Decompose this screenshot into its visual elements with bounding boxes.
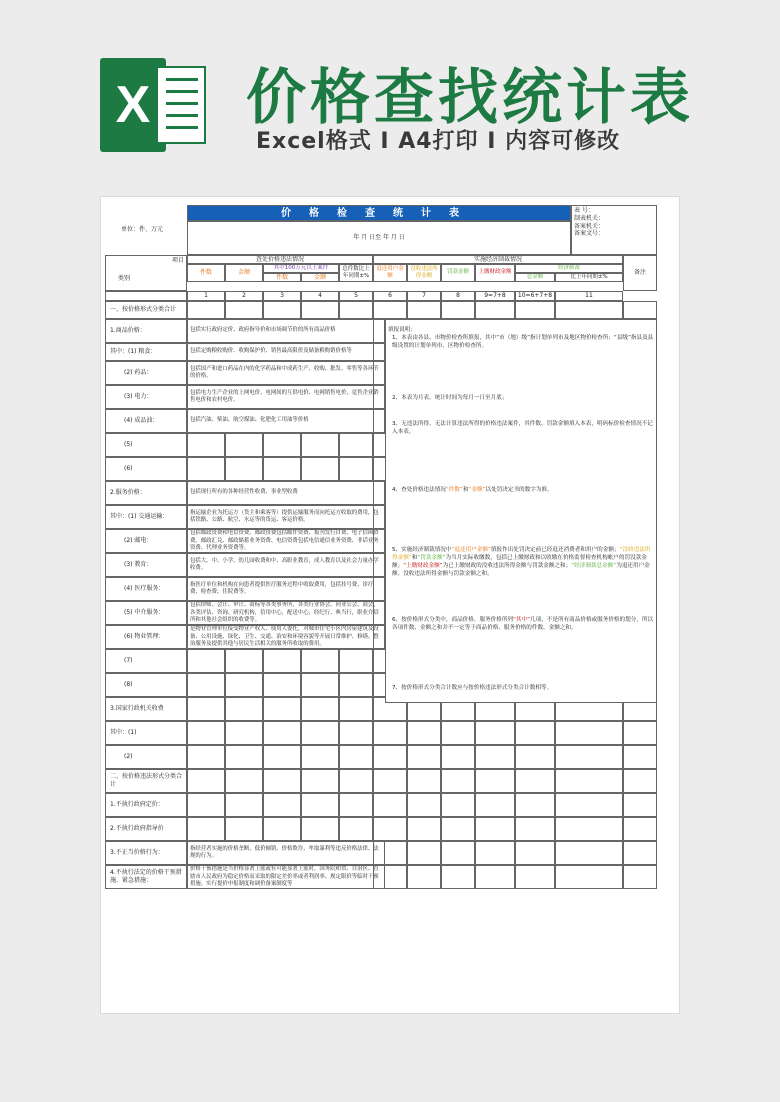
table-cell[interactable]: [339, 433, 373, 457]
table-cell[interactable]: [187, 769, 225, 793]
excel-logo-icon: X: [100, 58, 206, 152]
table-cell[interactable]: [475, 865, 515, 889]
table-cell[interactable]: [555, 793, 623, 817]
table-cell[interactable]: [301, 301, 339, 319]
table-cell[interactable]: [263, 793, 301, 817]
item-category-header: 项目 类别: [105, 255, 187, 291]
table-cell[interactable]: [623, 721, 657, 745]
table-cell[interactable]: [555, 769, 623, 793]
table-cell[interactable]: [623, 793, 657, 817]
table-cell[interactable]: [623, 745, 657, 769]
column-number: 5: [339, 291, 373, 301]
row-label: 2.服务价格：: [105, 481, 187, 505]
h-total-amount: 总金额: [515, 273, 555, 282]
table-cell[interactable]: [225, 457, 263, 481]
h-econ-penalty: 经济制裁: [515, 264, 623, 273]
h-over-cases: 件数: [263, 273, 301, 282]
table-cell[interactable]: [373, 793, 407, 817]
table-cell[interactable]: [623, 769, 657, 793]
row-description: 指运输企业为托运方（货主和乘客等）提供运输服务而向托运方收取的费用，包括铁路、公路、航空、水运等的货运、客运价格。: [187, 505, 385, 529]
row-label: (6) 物业管理：: [105, 625, 187, 649]
row-description: 包括汽油、柴油、航空煤油、化肥化工用油等价格: [187, 409, 385, 433]
table-cell[interactable]: [187, 793, 225, 817]
table-cell[interactable]: [339, 457, 373, 481]
table-cell[interactable]: [441, 841, 475, 865]
table-cell[interactable]: [441, 865, 475, 889]
h-confiscate: 没收违法所得金额: [407, 264, 441, 282]
table-cell[interactable]: [555, 745, 623, 769]
table-cell[interactable]: [225, 721, 263, 745]
h-remit: 上缴财政金额: [475, 264, 515, 282]
table-cell[interactable]: [373, 745, 407, 769]
table-cell[interactable]: [407, 817, 441, 841]
table-cell[interactable]: [475, 841, 515, 865]
row-description: 包括国产和进口药品在内的化学药品和中成药生产、收购、批发、零售等各环节的价格。: [187, 361, 385, 385]
table-cell[interactable]: [263, 697, 301, 721]
table-cell[interactable]: [301, 721, 339, 745]
table-cell[interactable]: [225, 817, 263, 841]
table-cell[interactable]: [373, 301, 407, 319]
row-label: 1.商品价格：: [105, 319, 187, 343]
row-description: 是物业管理单位接受物业产权人、使用人委托，对城市住宅小区内房屋建筑及设备、公用设施、绿化、卫生、交通、治安和环境容貌等开展日常维护、修缮、整治服务及提供其他与居民生活相关的服务所收取的费用。: [187, 625, 385, 649]
table-cell[interactable]: [339, 673, 373, 697]
remark-header: 备注: [623, 255, 657, 291]
h-over-amount: 金额: [301, 273, 339, 282]
meta-filer: 备案机关：: [574, 222, 605, 230]
table-cell[interactable]: [623, 301, 657, 319]
table-cell[interactable]: [301, 769, 339, 793]
table-cell[interactable]: [187, 649, 225, 673]
table-cell[interactable]: [407, 301, 441, 319]
row-label: (8): [105, 673, 187, 697]
h-amount: 金额: [225, 264, 263, 282]
table-cell[interactable]: [301, 745, 339, 769]
table-cell[interactable]: [407, 865, 441, 889]
column-number: 1: [187, 291, 225, 301]
row-description: 包括定购粮收购价、收购保护价、销售最高限价及储备粮购销价格等: [187, 343, 385, 361]
table-cell[interactable]: [187, 697, 225, 721]
table-cell[interactable]: [187, 433, 225, 457]
column-number: 2: [225, 291, 263, 301]
fill-instructions: 填报说明： 1、本表由各县、市物价检查所填报，其中“市（地）级”指计划单列市及地区物价检查所；“县级”指县及县级设置的计划单列市、区物价检查所。 2、本表为月表，统计时间为每月一日至月底； 3、无违法所得、无法计算违法所得的价格违法案件，其件数、罚款金额填入本表，明码标价检查情况不记入本表。 4、查处价格违法情况“件数”和“金额”以处罚决定书的数字为准。 5、实施经济制裁情况中“退还用户金额”填报作出处罚决定前已经退还消费者和用户的金额；“没收违法所得金额”和“罚款金额”为当月实际收缴数，包括已上缴财政和以收缴在价格监督检查机构帐户的罚没款金额；“上缴财政金额”为已上缴财政的没收违法所得金额与罚款金额之和；“经济制裁总金额”为退还用户金额、没收违法所得金额与罚款金额之和。 6、按价格形式分类中，商品价格、服务价格所列“其中”几项，不是所有商品价格或服务价格的划分，所以各项件数、金额之和并不一定等于商品价格、服务价格的件数、金额之和。 7、按价格形式分类合计数应与按价格违法形式分类合计数相等。: [385, 319, 657, 703]
row-label: 3.国家行政机关收费: [105, 697, 187, 721]
table-cell[interactable]: [373, 817, 407, 841]
h-refund: 退还用户金额: [373, 264, 407, 282]
table-cell[interactable]: [555, 817, 623, 841]
table-cell[interactable]: [441, 721, 475, 745]
row-description: 包括电力生产企业的上网电价、电网间的互供电价、电网销售电价、趸售企业销售电价和农村电价。: [187, 385, 385, 409]
table-cell[interactable]: [187, 301, 225, 319]
row-description: 包括大、中、小学，幼儿园收费和中、高职业教育，成人教育以及社会力量办学收费。: [187, 553, 385, 577]
row-label: (2): [105, 745, 187, 769]
table-cell[interactable]: [263, 649, 301, 673]
row-label: (3) 电力：: [105, 385, 187, 409]
table-cell[interactable]: [263, 457, 301, 481]
column-number: 7: [407, 291, 441, 301]
number-row-blank: [105, 291, 187, 301]
table-cell[interactable]: [475, 793, 515, 817]
table-cell[interactable]: [555, 301, 623, 319]
price-table: [105, 205, 657, 1009]
table-cell[interactable]: [339, 697, 373, 721]
table-cell[interactable]: [373, 769, 407, 793]
table-cell[interactable]: [515, 745, 555, 769]
row-label: 2.不执行政府指导价: [105, 817, 187, 841]
table-cell[interactable]: [187, 721, 225, 745]
group-check-header: 查处价格违法情况: [187, 255, 373, 264]
row-description: 包括现行所有的各种经营性收费、事业型收费: [187, 481, 385, 505]
table-cell[interactable]: [373, 721, 407, 745]
table-cell[interactable]: [263, 301, 301, 319]
meta-filing-no: 备案文号：: [574, 230, 605, 238]
row-description: 指经营者实施的价格垄断、低价倾销、价格欺诈、牟取暴利等违反价格法律、法规的行为。: [187, 841, 385, 865]
column-number: 8: [441, 291, 475, 301]
date-range: 年 月 日至 年 月 日: [187, 221, 571, 255]
row-description: 包括邮政资费和电信资费。邮政资费包括邮件资费、报刊发行自费、电子信函资费、邮政汇兑、邮政储蓄业务资费、电信资费包括电信通信业务资费、非话业务资费、代理业务资费等。: [187, 529, 385, 553]
row-description: 包括实行政府定价、政府指导价和市场调节价的所有商品价格: [187, 319, 385, 343]
table-cell[interactable]: [373, 841, 407, 865]
table-cell[interactable]: [225, 673, 263, 697]
row-label: 其中：(1): [105, 721, 187, 745]
table-cell[interactable]: [263, 745, 301, 769]
table-cell[interactable]: [623, 841, 657, 865]
page-title: 价格查找统计表: [246, 63, 694, 133]
table-cell[interactable]: [515, 841, 555, 865]
table-cell[interactable]: [407, 745, 441, 769]
table-cell[interactable]: [187, 457, 225, 481]
table-cell[interactable]: [263, 673, 301, 697]
column-number: 4: [301, 291, 339, 301]
row-label: (5) 中介服务：: [105, 601, 187, 625]
table-cell[interactable]: [441, 793, 475, 817]
table-cell[interactable]: [187, 745, 225, 769]
spreadsheet-page: [100, 196, 680, 1014]
table-cell[interactable]: [407, 841, 441, 865]
table-cell[interactable]: [339, 769, 373, 793]
table-cell[interactable]: [475, 745, 515, 769]
table-cell[interactable]: [225, 769, 263, 793]
table-cell[interactable]: [515, 817, 555, 841]
table-cell[interactable]: [407, 769, 441, 793]
table-cell[interactable]: [515, 769, 555, 793]
table-cell[interactable]: [515, 865, 555, 889]
table-cell[interactable]: [475, 721, 515, 745]
h-ratio: 比上年同期±%: [555, 273, 623, 282]
table-cell[interactable]: [339, 817, 373, 841]
table-cell[interactable]: [225, 649, 263, 673]
h-over100: 其中100万元以上案件: [263, 264, 339, 273]
row-label: 二、按价格违法形式分类合计: [105, 769, 187, 793]
table-title-bar: 价格检查统计表: [187, 205, 571, 221]
table-cell[interactable]: [301, 817, 339, 841]
table-cell[interactable]: [339, 649, 373, 673]
table-cell[interactable]: [339, 721, 373, 745]
table-cell[interactable]: [225, 433, 263, 457]
row-description: 包括律师、会计、审计、商标等各类事务所，各类行业协会、同业公会、商会，各类评估、咨询、研究机构，信用中心，配送中心，经纪行、典当行，职业介绍所和其他社会组织的收费等。: [187, 601, 385, 625]
row-label: 其中：(1) 交通运输：: [105, 505, 187, 529]
table-cell[interactable]: [225, 301, 263, 319]
form-meta-box: [571, 205, 657, 255]
table-cell[interactable]: [339, 301, 373, 319]
table-cell[interactable]: [623, 817, 657, 841]
table-cell[interactable]: [187, 673, 225, 697]
row-label: (2) 邮电：: [105, 529, 187, 553]
table-cell[interactable]: [339, 793, 373, 817]
table-cell[interactable]: [187, 817, 225, 841]
row-label: (3) 教育：: [105, 553, 187, 577]
table-cell[interactable]: [301, 697, 339, 721]
table-cell[interactable]: [515, 301, 555, 319]
table-cell[interactable]: [555, 841, 623, 865]
table-cell[interactable]: [441, 817, 475, 841]
column-number: 9=7+8: [475, 291, 515, 301]
row-description: 价格干预措施是当价格显著上涨或有可能显著上涨时，国务院和省、自治区、直辖市人民政府为稳定价格而采取的限定差价率或者利润率、规定限价等临时干预措施。实行提价申报制度和调价备案制度等: [187, 865, 385, 889]
meta-table-no: 表 号：: [574, 207, 594, 214]
table-cell[interactable]: [225, 745, 263, 769]
row-description: 指医疗单位和机构在向患者提供医疗服务过程中收取费用，包括挂号费、诊疗费、检查费、住院费等。: [187, 577, 385, 601]
row-label: (5): [105, 433, 187, 457]
table-cell[interactable]: [441, 745, 475, 769]
table-cell[interactable]: [263, 433, 301, 457]
row-label: 1.不执行政府定价：: [105, 793, 187, 817]
meta-issuer: 制表机关：: [574, 214, 605, 222]
h-cases: 件数: [187, 264, 225, 282]
table-cell[interactable]: [339, 745, 373, 769]
table-cell[interactable]: [301, 673, 339, 697]
row-label: 3.不正当价格行为：: [105, 841, 187, 865]
row-label: (2) 药品：: [105, 361, 187, 385]
unit-label: 单位：件、万元: [121, 226, 164, 234]
table-cell[interactable]: [263, 817, 301, 841]
table-cell[interactable]: [373, 865, 407, 889]
table-cell[interactable]: [623, 865, 657, 889]
table-cell[interactable]: [301, 433, 339, 457]
h-fine: 罚款金额: [441, 264, 475, 282]
table-cell[interactable]: [225, 793, 263, 817]
table-cell[interactable]: [407, 793, 441, 817]
column-number: 11: [555, 291, 623, 301]
table-cell[interactable]: [441, 301, 475, 319]
row-label: (4) 医疗服务：: [105, 577, 187, 601]
row-label: (6): [105, 457, 187, 481]
table-cell[interactable]: [407, 721, 441, 745]
table-cell[interactable]: [441, 769, 475, 793]
table-cell[interactable]: [515, 793, 555, 817]
column-number: 6: [373, 291, 407, 301]
group-econ-header: 实施经济制裁情况: [373, 255, 623, 264]
table-cell[interactable]: [263, 721, 301, 745]
table-cell[interactable]: [225, 697, 263, 721]
table-cell[interactable]: [555, 865, 623, 889]
table-cell[interactable]: [475, 301, 515, 319]
table-cell[interactable]: [475, 769, 515, 793]
row-label: 其中：(1) 粮食：: [105, 343, 187, 361]
page-subtitle: Excel格式 Ⅰ A4打印 Ⅰ 内容可修改: [256, 129, 621, 154]
column-number: 3: [263, 291, 301, 301]
table-cell[interactable]: [301, 793, 339, 817]
table-cell[interactable]: [555, 721, 623, 745]
table-cell[interactable]: [263, 769, 301, 793]
row-label: 一、按价格形式分类合计: [105, 301, 187, 319]
table-cell[interactable]: [301, 649, 339, 673]
table-cell[interactable]: [515, 721, 555, 745]
row-label: (4) 成品油：: [105, 409, 187, 433]
column-number: 10=6+7+8: [515, 291, 555, 301]
table-cell[interactable]: [475, 817, 515, 841]
header-banner: [0, 0, 780, 190]
row-label: 4.不执行法定的价格干预措施、紧急措施：: [105, 865, 187, 889]
row-label: (7): [105, 649, 187, 673]
table-cell[interactable]: [301, 457, 339, 481]
h-total-ratio: 总件数比上年同期±%: [339, 264, 373, 282]
